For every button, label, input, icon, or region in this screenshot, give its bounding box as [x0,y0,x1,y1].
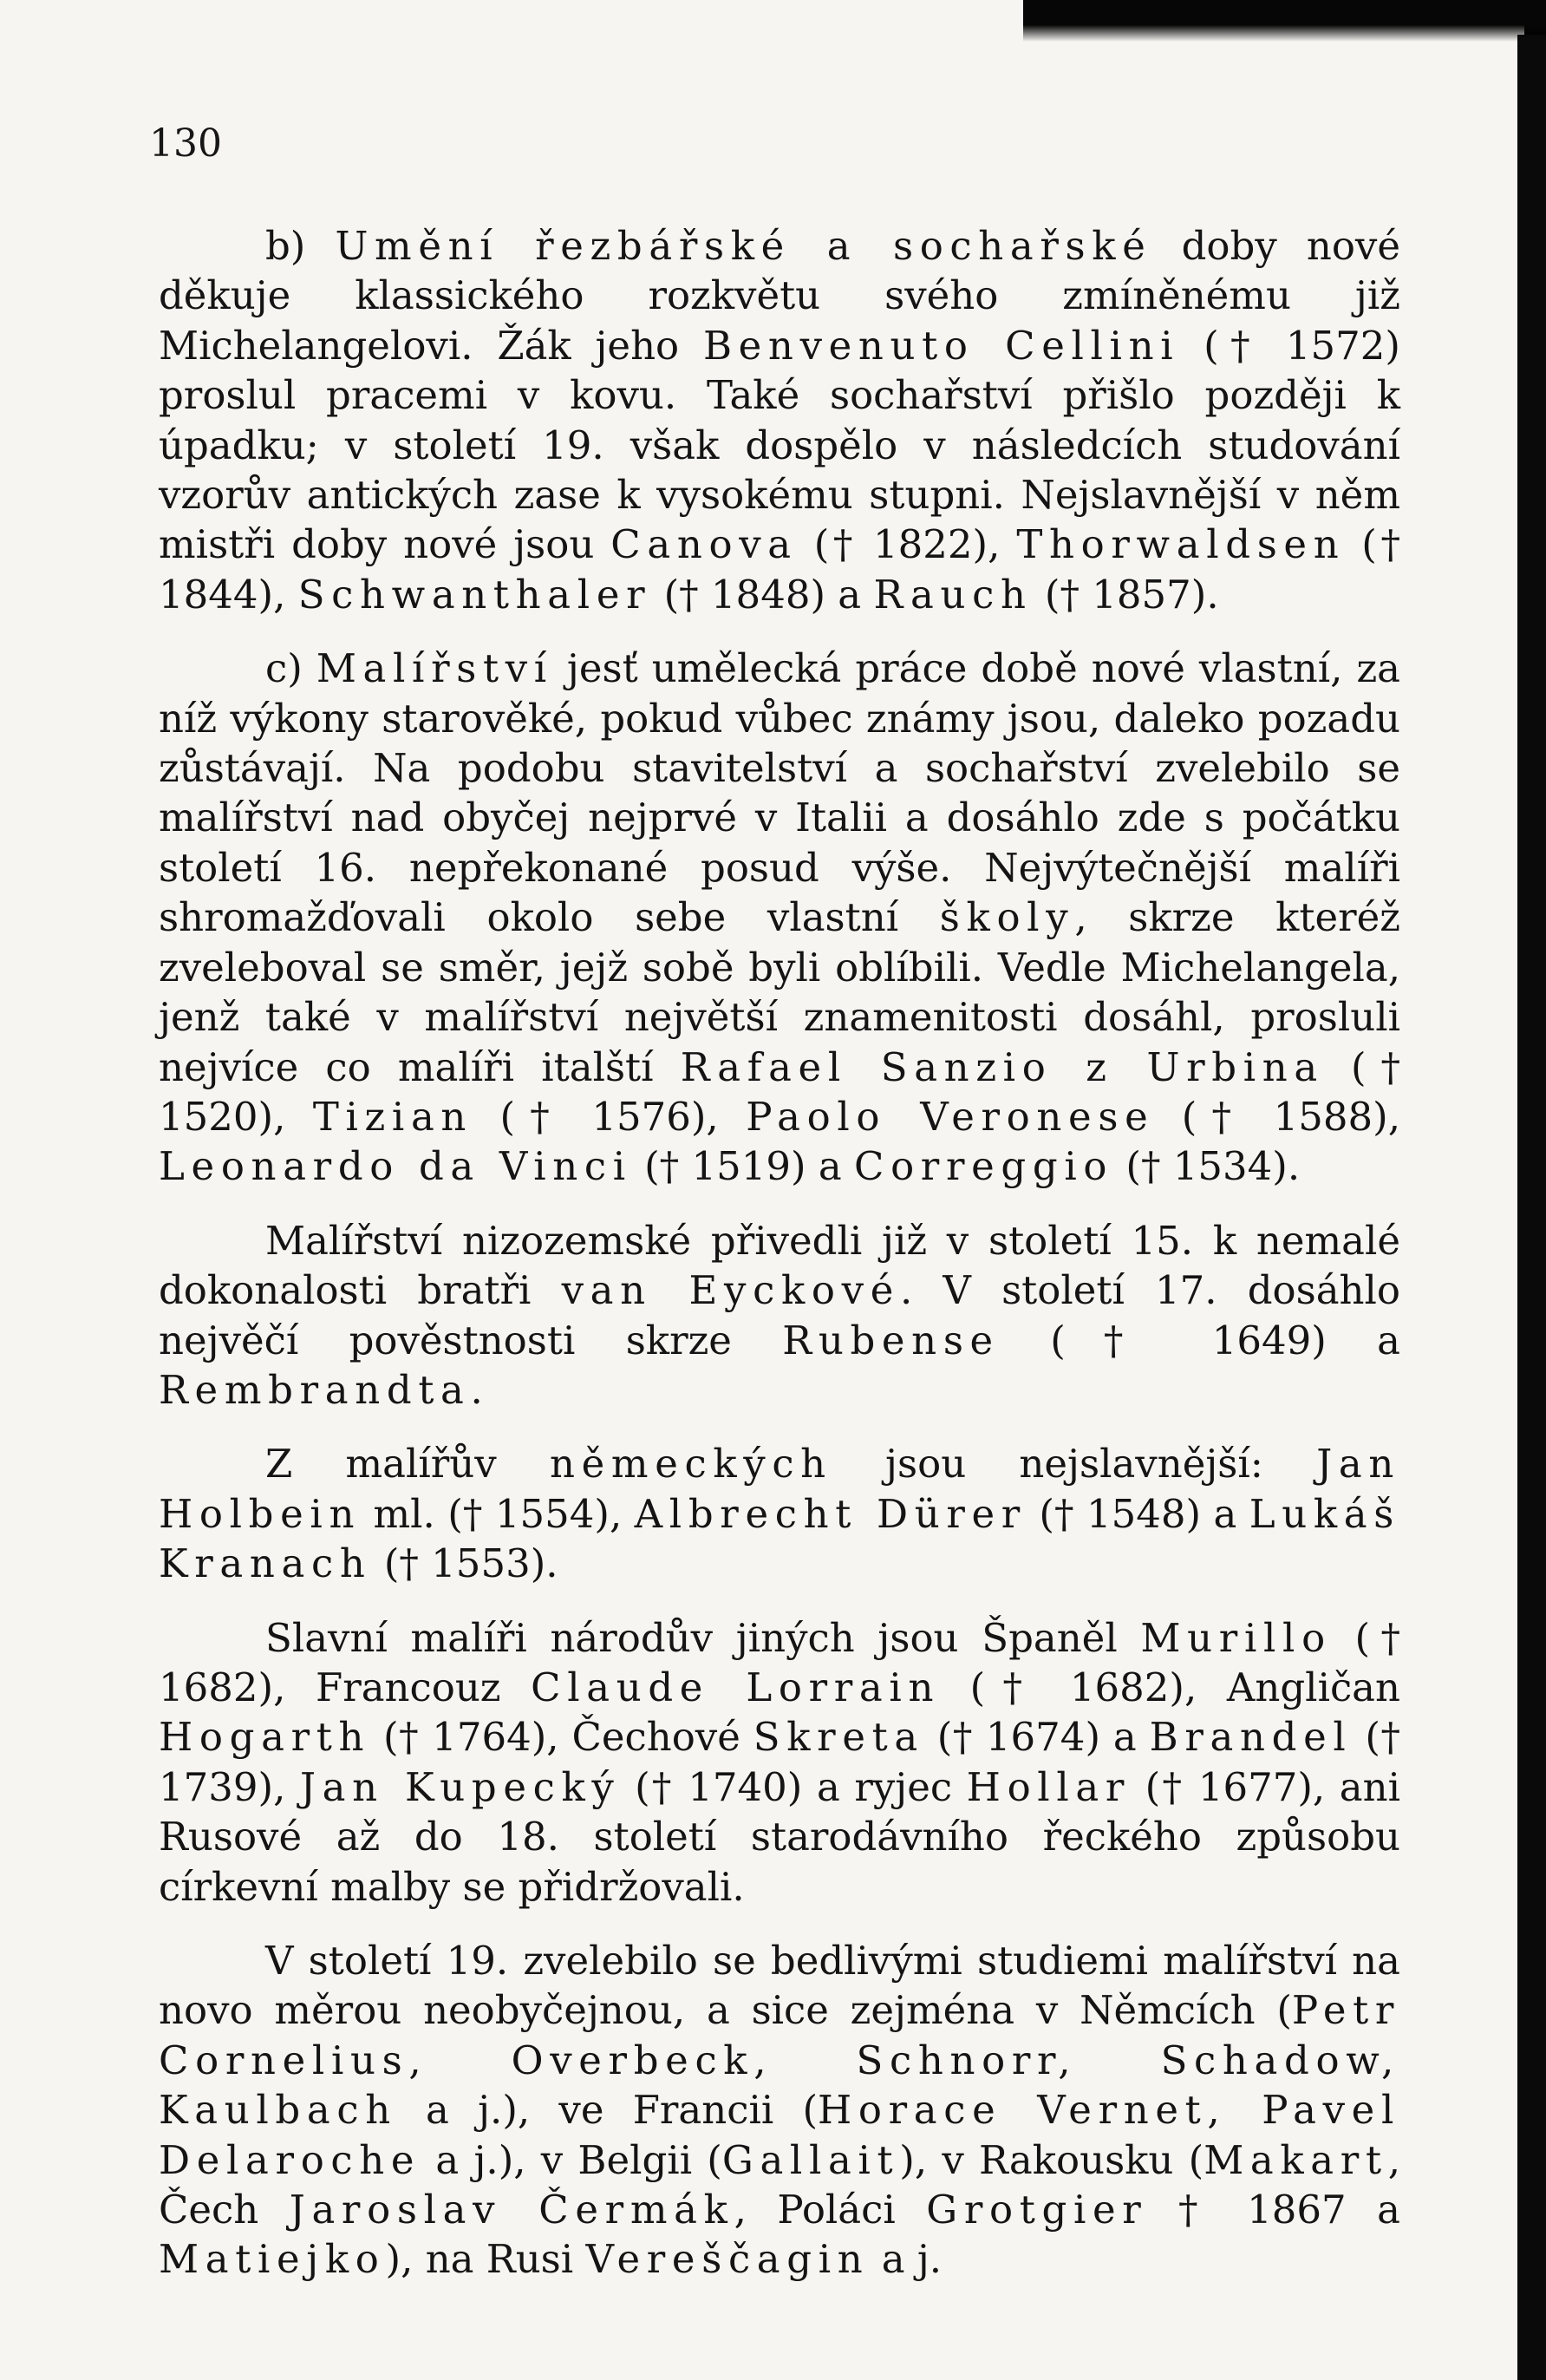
text-run: jesť umělecká práce době nové vlastní, za níž výkony starověké, pokud vůbec známy jsou, daleko pozadu zůstávají. Na podobu stavitelství a sochařství zvelebilo se malířství nad obyčej nejprvé v Italii a dosáhlo zde s počátku století 16. nepřekonané posud výše. Nejvýtečnější malíři shromažďovali okolo sebe vlastní [159,645,1400,941]
text-run: († 1576), [473,1093,747,1140]
spaced-name: Skreta [753,1714,924,1761]
scan-edge-top [1023,0,1546,42]
text-run: († 1553). [371,1540,558,1587]
text-run: doby nové děkuje klassického rozkvětu svého zmíněnému již Michelangelovi. Žák jeho [159,223,1400,369]
spaced-name: Rubense [782,1317,1000,1363]
text-run: († 1649) a [999,1317,1401,1363]
scan-edge-right [1517,35,1546,2380]
spaced-name: Hogarth [159,1714,371,1761]
spaced-name: Claude Lorrain [531,1664,941,1710]
spaced-name: Leonardo da Vinci [159,1143,632,1190]
spaced-name: Jan Kupecký [299,1763,621,1810]
text-run: b) [265,223,336,269]
text-run: ml. († 1554), [361,1490,635,1537]
spaced-name: Jan Holbein [159,1441,1401,1537]
paragraph-sculpture [159,221,1400,619]
spaced-name: Hollar [966,1763,1132,1810]
text-run: Malířství nizozemské přivedli již v století 15. k nemalé dokonalosti bratři [159,1217,1400,1314]
paragraph-19th-century-painting [159,1936,1400,2285]
spaced-name: Albrecht Dürer [634,1490,1027,1537]
text-run: († 1844), [159,521,1400,618]
spaced-name: Petr Cornelius, Overbeck, Schnorr, Schadow, Kaulbach [159,1987,1400,2134]
spaced-name: Brandel [1149,1714,1353,1761]
paragraph-german-painting [159,1439,1400,1588]
spaced-name: Correggio [853,1143,1114,1190]
spaced-name: Tizian [312,1093,473,1140]
body-text [159,221,1400,2285]
text-run: († 1519) a [631,1143,854,1190]
text-run: († 1740) a ryjec [620,1763,967,1810]
spaced-name: Horace Vernet, Pavel Delaroche [159,2087,1400,2183]
spaced-name: Grotgier [926,2187,1148,2233]
spaced-name: Makart [1204,2136,1388,2183]
text-run: († 1739), [159,1714,1400,1810]
spaced-name: Jaroslav Čermák [289,2187,734,2233]
text-run: († 1520), [159,1043,1400,1140]
spaced-name: Vereščagin [585,2236,870,2283]
spaced-name: německých [549,1441,832,1488]
spaced-name: Gallait [721,2136,900,2183]
spaced-name: Umění řezbářské a sochařské [335,223,1152,269]
text-run: († 1682), Angličan [940,1664,1400,1710]
text-run: ), na Rusi [385,2236,586,2283]
text-run: † 1867 a [1147,2187,1400,2233]
text-run: Slavní malíři národův jiných jsou Španěl [265,1614,1141,1661]
paragraph-other-nations-painting [159,1613,1400,1912]
text-run: ), v Rakousku ( [899,2136,1204,2183]
text-run: († 1682), Francouz [159,1614,1400,1710]
spaced-name: Rafael Sanzio z Urbina [680,1043,1324,1090]
spaced-name: Rembrandta [159,1366,471,1413]
text-run: a j. [869,2236,943,2283]
paragraph-dutch-painting [159,1216,1400,1416]
spaced-name: Schwanthaler [297,571,652,618]
spaced-name: Benvenuto Cellini [702,322,1180,369]
text-run: († 1534). [1113,1143,1301,1190]
spaced-name: Malířství [316,645,553,692]
text-run: († 1857). [1032,571,1219,618]
text-run: c) [265,645,316,692]
page-number: 130 [149,121,222,166]
text-run: , skrze kteréž zveleboval se směr, jejž sobě byli oblíbili. Vedle Michelangela, jenž také v malířství největší znamenitosti dosáhl, prosluli nejvíce co malíři italští [159,894,1400,1090]
spaced-name: Thorwaldsen [1016,521,1346,568]
text-run: († 1674) a [923,1714,1150,1761]
spaced-name: Lukáš Kranach [159,1490,1400,1587]
text-run: († 1764), Čechové [370,1714,753,1761]
spaced-name: Murillo [1140,1614,1332,1661]
spaced-name: Paolo Veronese [746,1093,1155,1140]
text-run: V století 19. zvelebilo se bedlivými studiemi malířství na novo měrou neobyčejnou, a sice zejména v Němcích ( [159,1938,1400,2034]
text-run: , Čech [159,2136,1400,2233]
text-run: . [470,1366,483,1413]
text-run: († 1677), ani Rusové až do 18. století starodávního řeckého způsobu církevní malby se přidržovali. [159,1763,1401,1910]
text-run: († 1548) a [1026,1490,1249,1537]
spaced-name: Canova [610,521,798,568]
text-run: a j.), ve Francii ( [396,2087,819,2134]
spaced-name: Matiejko [159,2236,386,2283]
text-run: . V století 17. dosáhlo nejvěčí pověstnosti skrze [159,1267,1400,1363]
text-run: († 1572) proslul pracemi v kovu. Také sochařství přišlo později k úpadku; v století 19. však dospělo v následcích studování vzorův antických zase k vysokému stupni. Nejslavnější v něm mistři doby nové jsou [159,322,1400,568]
text-run: , Poláci [734,2187,927,2233]
spaced-name: van Eyckové [561,1267,900,1314]
paragraph-painting [159,644,1400,1191]
text-run: a j.), v Belgii ( [421,2136,722,2183]
text-run: Z malířův [265,1441,550,1488]
text-run: († 1822), [797,521,1017,568]
text-run: jsou nejslavnější: [832,1441,1317,1488]
text-run: († 1588), [1154,1093,1400,1140]
spaced-name: školy [939,894,1075,941]
spaced-name: Rauch [873,571,1033,618]
text-run: († 1848) a [651,571,874,618]
